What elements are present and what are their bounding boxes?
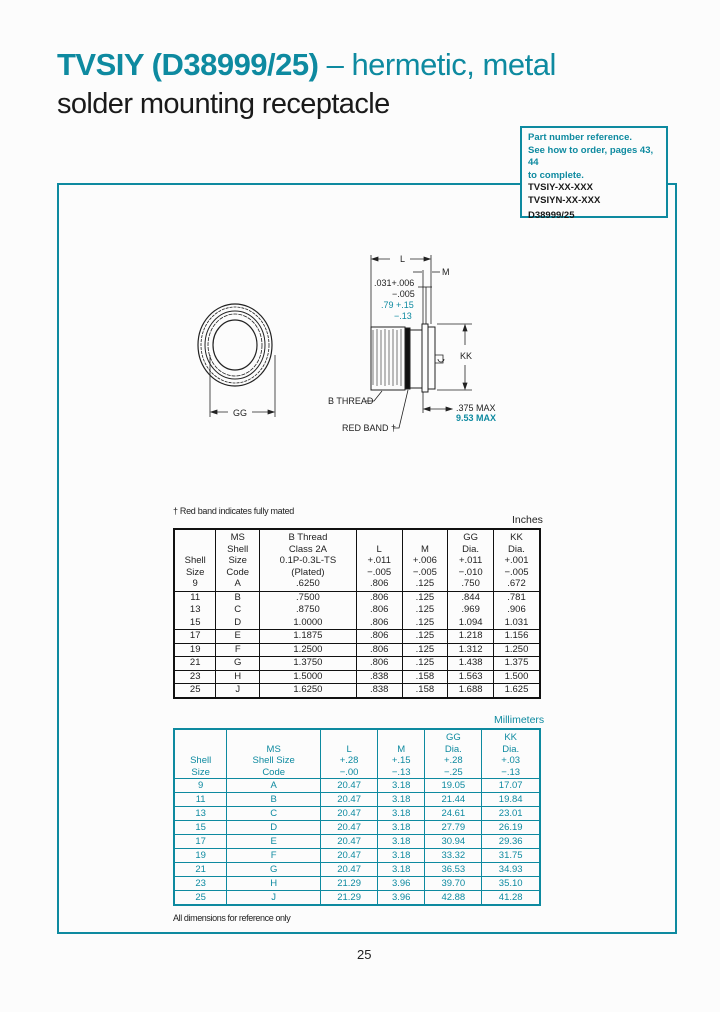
table-cell: G <box>227 863 321 877</box>
table-cell: .158 <box>402 684 448 698</box>
table-cell: .125 <box>402 643 448 657</box>
column-header-line: −.005 <box>367 566 392 578</box>
column-header-line: Size <box>185 566 205 578</box>
column-header-line: GG <box>445 732 461 743</box>
table-row <box>174 807 540 821</box>
ref-line-2: See how to order, pages 43, 44 <box>528 144 654 168</box>
table-cell: 1.375 <box>493 657 540 671</box>
page-title <box>57 47 556 83</box>
table-cell: 20.47 <box>321 835 378 849</box>
table-cell: 21.29 <box>321 877 378 891</box>
ref-part-2: TVSIYN-XX-XXX <box>528 194 601 206</box>
table-cell: .750 <box>448 578 494 591</box>
column-header-line: Size <box>228 555 247 566</box>
column-header <box>216 529 260 578</box>
ref-line-1: Part number reference. <box>528 132 633 143</box>
table-cell: 23 <box>174 670 216 684</box>
column-header-line: KK <box>510 532 523 543</box>
column-header-line: +.03 <box>501 755 521 766</box>
table-row <box>174 793 540 807</box>
table-row <box>174 578 540 591</box>
table-cell: 1.1875 <box>260 630 357 644</box>
page-subtitle: solder mounting receptacle <box>57 88 390 120</box>
table-cell: 1.500 <box>493 670 540 684</box>
table-cell: 35.10 <box>482 877 540 891</box>
table-cell: F <box>216 643 260 657</box>
table-cell: 21 <box>174 657 216 671</box>
column-header <box>378 729 425 779</box>
table-cell: 19 <box>174 849 227 863</box>
column-header-line: Size <box>191 766 210 778</box>
table-row <box>174 877 540 891</box>
l-label: L <box>400 254 406 264</box>
connector-drawing <box>180 235 510 435</box>
table-cell: D <box>227 821 321 835</box>
table-cell: 25 <box>174 684 216 698</box>
front-view-ring <box>198 304 272 386</box>
table-row <box>174 891 540 906</box>
column-header-line: Dia. <box>508 543 525 555</box>
table-cell: .806 <box>356 604 402 617</box>
millimeters-dimension-table <box>173 728 541 906</box>
table-cell: .806 <box>356 617 402 630</box>
column-header-line: L <box>376 543 382 555</box>
column-header-line: Shell Size <box>252 755 295 766</box>
column-header-line: 0.1P-0.3L-TS <box>279 555 337 566</box>
table-cell: .781 <box>493 591 540 604</box>
table-cell: 17.07 <box>482 779 540 793</box>
column-header-line: M <box>397 743 406 755</box>
table-cell: C <box>216 604 260 617</box>
max-inch-label: .375 MAX <box>456 403 496 413</box>
title-description: hermetic, metal <box>351 47 556 82</box>
table-cell: 1.312 <box>448 643 494 657</box>
table-header-row <box>174 529 540 578</box>
table-row <box>174 821 540 835</box>
table-cell: 20.47 <box>321 807 378 821</box>
table-cell: 36.53 <box>425 863 482 877</box>
column-header-line: −.13 <box>501 766 521 778</box>
page-number: 25 <box>357 947 372 962</box>
column-header-line: +.28 <box>443 755 463 766</box>
tolerance-inch-lower: −.005 <box>392 289 415 299</box>
column-header-line <box>177 544 213 556</box>
table-cell: .125 <box>402 617 448 630</box>
table-cell: 17 <box>174 835 227 849</box>
column-header <box>174 729 227 779</box>
table-cell: 3.18 <box>378 835 425 849</box>
table-row <box>174 630 540 644</box>
table-cell: 27.79 <box>425 821 482 835</box>
table-cell: 9 <box>174 779 227 793</box>
column-header-line <box>177 744 224 756</box>
table-cell: 1.156 <box>493 630 540 644</box>
table-cell: 17 <box>174 630 216 644</box>
column-header-line: L <box>346 743 352 755</box>
table-cell: 1.0000 <box>260 617 357 630</box>
max-dimension <box>423 392 452 413</box>
table-cell: 3.96 <box>378 877 425 891</box>
table-cell: 1.218 <box>448 630 494 644</box>
table-cell: .672 <box>493 578 540 591</box>
table-cell: .125 <box>402 591 448 604</box>
table-cell: 1.094 <box>448 617 494 630</box>
table-cell: .838 <box>356 670 402 684</box>
column-header <box>448 529 494 578</box>
column-header-line: +.15 <box>391 755 411 766</box>
reference-only-note: All dimensions for reference only <box>173 913 291 923</box>
column-header-line: GG <box>463 532 479 543</box>
table-cell: 41.28 <box>482 891 540 906</box>
title-part-number: TVSIY (D38999/25) <box>57 47 319 82</box>
table-cell: 19.84 <box>482 793 540 807</box>
table-cell: 13 <box>174 807 227 821</box>
table-cell: 42.88 <box>425 891 482 906</box>
column-header-line: +.001 <box>504 555 529 566</box>
tolerance-inch-upper: .031+.006 <box>374 278 415 288</box>
table-cell: 39.70 <box>425 877 482 891</box>
table-cell: H <box>227 877 321 891</box>
table-cell: .806 <box>356 578 402 591</box>
table-row <box>174 863 540 877</box>
table-row <box>174 684 540 698</box>
table-cell: 19.05 <box>425 779 482 793</box>
table-cell: .969 <box>448 604 494 617</box>
red-band-footnote: † Red band indicates fully mated <box>173 506 294 516</box>
table-cell: 3.18 <box>378 779 425 793</box>
column-header-line: −.005 <box>412 566 437 578</box>
table-cell: 1.625 <box>493 684 540 698</box>
red-band-label: RED BAND † <box>342 423 397 433</box>
table-cell: .125 <box>402 657 448 671</box>
column-header-line: Code <box>226 566 250 578</box>
column-header <box>482 729 540 779</box>
column-header-line: Class 2A <box>288 543 327 555</box>
table-cell: .158 <box>402 670 448 684</box>
table-cell: 26.19 <box>482 821 540 835</box>
column-header-line: −.25 <box>443 766 463 778</box>
column-header-line <box>229 732 318 744</box>
column-header-line: −.005 <box>504 566 529 578</box>
table-cell: 1.688 <box>448 684 494 698</box>
table-cell: .806 <box>356 657 402 671</box>
table-cell: .806 <box>356 630 402 644</box>
table-cell: .125 <box>402 630 448 644</box>
table-cell: 1.031 <box>493 617 540 630</box>
table-cell: 3.18 <box>378 807 425 821</box>
table-cell: 15 <box>174 821 227 835</box>
table-cell: .125 <box>402 604 448 617</box>
ref-spec: D38999/25 <box>528 210 575 221</box>
side-view-body <box>371 324 444 392</box>
table-row <box>174 670 540 684</box>
column-header <box>356 529 402 578</box>
table-cell: 20.47 <box>321 793 378 807</box>
table-cell: A <box>227 779 321 793</box>
table-cell: .7500 <box>260 591 357 604</box>
table-cell: D <box>216 617 260 630</box>
table-cell: B <box>216 591 260 604</box>
table-cell: 19 <box>174 643 216 657</box>
column-header-line: (Plated) <box>291 566 325 578</box>
table-cell: 3.18 <box>378 863 425 877</box>
table-cell: 13 <box>174 604 216 617</box>
column-header-line: +.011 <box>458 555 483 566</box>
gg-label: GG <box>233 408 248 418</box>
table-cell: 11 <box>174 591 216 604</box>
table-cell: .906 <box>493 604 540 617</box>
kk-label: KK <box>460 351 473 361</box>
table-cell: 1.2500 <box>260 643 357 657</box>
table-cell: 31.75 <box>482 849 540 863</box>
column-header-line: Dia. <box>462 543 480 555</box>
column-header <box>402 529 448 578</box>
column-header <box>227 729 321 779</box>
inches-unit-label: Inches <box>512 514 543 526</box>
inches-dimension-table <box>173 528 541 699</box>
max-mm-label: 9.53 MAX <box>456 413 497 423</box>
table-cell: 21.44 <box>425 793 482 807</box>
table-cell: 24.61 <box>425 807 482 821</box>
table-cell: 20.47 <box>321 779 378 793</box>
table-cell: C <box>227 807 321 821</box>
column-header-line: −.010 <box>458 566 483 578</box>
millimeters-unit-label: Millimeters <box>494 714 545 726</box>
table-cell: .806 <box>356 591 402 604</box>
title-dash: – <box>318 47 352 82</box>
column-header-line <box>177 732 224 744</box>
column-header <box>493 529 540 578</box>
table-cell: J <box>227 891 321 906</box>
column-header <box>425 729 482 779</box>
table-header-row <box>174 729 540 779</box>
table-cell: H <box>216 670 260 684</box>
column-header-line: Code <box>262 766 286 778</box>
table-cell: B <box>227 793 321 807</box>
table-cell: .6250 <box>260 578 357 591</box>
part-number-reference-box <box>520 126 668 221</box>
column-header-line: Shell <box>227 543 249 555</box>
column-header-line: +.011 <box>367 555 391 566</box>
table-cell: 1.438 <box>448 657 494 671</box>
table-cell: 15 <box>174 617 216 630</box>
column-header-line: B Thread <box>288 532 328 543</box>
column-header-line: Shell <box>184 555 206 566</box>
table-cell: .806 <box>356 643 402 657</box>
table-cell: E <box>227 835 321 849</box>
table-cell: 1.563 <box>448 670 494 684</box>
table-cell: .8750 <box>260 604 357 617</box>
table-cell: 20.47 <box>321 863 378 877</box>
column-header-line <box>359 532 400 544</box>
table-cell: 1.3750 <box>260 657 357 671</box>
m-label: M <box>442 267 450 277</box>
table-row <box>174 591 540 604</box>
table-cell: 1.250 <box>493 643 540 657</box>
table-cell: 20.47 <box>321 849 378 863</box>
column-header-line <box>405 532 446 544</box>
table-cell: E <box>216 630 260 644</box>
table-cell: 11 <box>174 793 227 807</box>
table-cell: 34.93 <box>482 863 540 877</box>
table-cell: 20.47 <box>321 821 378 835</box>
table-cell: A <box>216 578 260 591</box>
table-row <box>174 835 540 849</box>
column-header <box>321 729 378 779</box>
table-cell: .838 <box>356 684 402 698</box>
column-header-line: KK <box>504 732 518 743</box>
table-row <box>174 657 540 671</box>
table-row <box>174 779 540 793</box>
table-row <box>174 617 540 630</box>
table-cell: 3.96 <box>378 891 425 906</box>
table-row <box>174 643 540 657</box>
table-cell: 3.18 <box>378 849 425 863</box>
ref-line-3: to complete. <box>528 169 584 181</box>
table-cell: 3.18 <box>378 821 425 835</box>
tolerance-mm-lower: −.13 <box>394 311 412 321</box>
table-cell: 21 <box>174 863 227 877</box>
table-cell: .844 <box>448 591 494 604</box>
column-header-line <box>380 732 422 744</box>
column-header <box>260 529 357 578</box>
table-cell: 1.6250 <box>260 684 357 698</box>
column-header-line <box>323 732 375 744</box>
column-header-line: +.006 <box>412 555 437 566</box>
table-cell: 1.5000 <box>260 670 357 684</box>
column-header <box>174 529 216 578</box>
column-header-line: MS <box>230 532 245 543</box>
table-cell: 33.32 <box>425 849 482 863</box>
table-cell: J <box>216 684 260 698</box>
table-cell: 29.36 <box>482 835 540 849</box>
table-cell: F <box>227 849 321 863</box>
table-cell: 25 <box>174 891 227 906</box>
tolerance-mm-upper: .79 +.15 <box>381 300 414 310</box>
column-header-line: Dia. <box>444 743 462 755</box>
table-cell: 3.18 <box>378 793 425 807</box>
table-cell: 23.01 <box>482 807 540 821</box>
table-cell: .125 <box>402 578 448 591</box>
table-row <box>174 849 540 863</box>
column-header-line: −.00 <box>339 766 359 778</box>
ref-part-1: TVSIY-XX-XXX <box>528 182 593 193</box>
column-header-line: Shell <box>190 755 212 766</box>
table-row <box>174 604 540 617</box>
table-cell: G <box>216 657 260 671</box>
table-cell: 21.29 <box>321 891 378 906</box>
column-header-line <box>177 532 213 544</box>
table-cell: 30.94 <box>425 835 482 849</box>
column-header-line: −.13 <box>391 766 411 778</box>
column-header-line: +.28 <box>339 755 359 766</box>
column-header-line: MS <box>266 743 281 755</box>
b-thread-label: B THREAD <box>328 396 374 406</box>
column-header-line: Dia. <box>502 743 520 755</box>
column-header-line: M <box>420 543 429 555</box>
table-cell: 23 <box>174 877 227 891</box>
table-cell: 9 <box>174 578 216 591</box>
